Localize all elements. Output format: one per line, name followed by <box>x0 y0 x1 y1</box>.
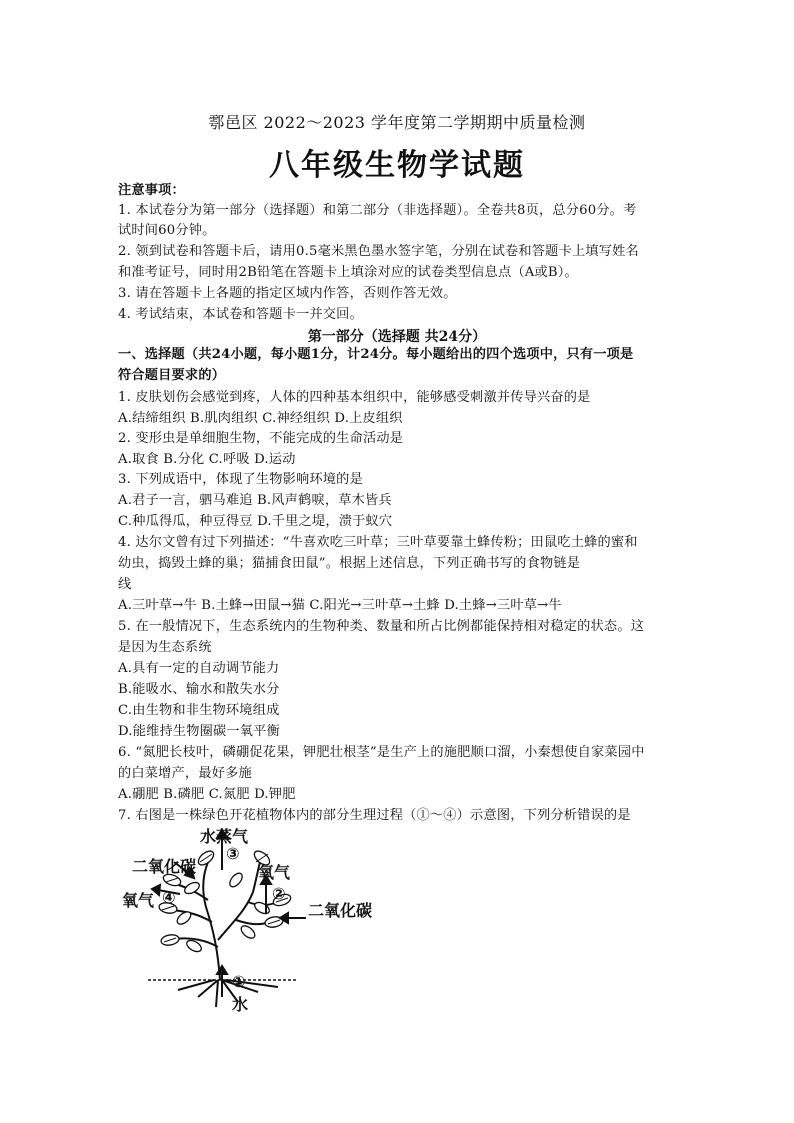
question-line: 6. “氮肥长枝叶，磷硼促花果，钾肥壮根茎”是生产上的施肥顺口溜，小秦想使自家菜园中 <box>118 745 645 760</box>
question-option: C.由生物和非生物环境组成 <box>118 703 280 718</box>
question-line: 3. 下列成语中，体现了生物影响环境的是 <box>118 472 363 487</box>
question-option: A.具有一定的自动调节能力 <box>118 661 280 676</box>
part1-instruction: 符合题目要求的） <box>118 368 226 383</box>
notes-line: 和准考证号，同时用2B铅笔在答题卡上填涂对应的试卷类型信息点（A或B）。 <box>118 265 578 280</box>
label-co2-left: 二氧化碳 <box>132 857 197 876</box>
question-option: D.能维持生物圈碳一氧平衡 <box>118 724 280 739</box>
part1-instruction: 一、选择题（共24小题，每小题1分，计24分。每小题给出的四个选项中，只有一项是 <box>118 347 634 362</box>
part1-heading: 第一部分（选择题 共24分） <box>307 329 487 345</box>
question-option: A.结缔组织 B.肌肉组织 C.神经组织 D.上皮组织 <box>118 411 403 426</box>
notes-line: 3. 请在答题卡上各题的指定区域内作答，否则作答无效。 <box>118 286 457 301</box>
notes-line: 1. 本试卷分为第一部分（选择题）和第二部分（非选择题）。全卷共8页，总分60分。考 <box>118 203 637 218</box>
plant-illustration <box>118 822 388 1022</box>
plant-diagram <box>118 822 388 1022</box>
notes-line: 2. 领到试卷和答题卡后，请用0.5毫米黑色墨水签字笔，分别在试卷和答题卡上填写姓名 <box>118 244 639 259</box>
question-option: A.硼肥 B.磷肥 C.氮肥 D.钾肥 <box>118 787 296 802</box>
label-circled-2: ② <box>272 884 286 903</box>
label-water-vapor: 水蒸气 <box>200 827 249 846</box>
question-line: 5. 在一般情况下，生态系统内的生物种类、数量和所占比例都能保持相对稳定的状态。这 <box>118 619 645 634</box>
exam-subtitle: 鄠邑区 2022～2023 学年度第二学期期中质量检测 <box>208 113 586 132</box>
label-o2-right: 氧气 <box>258 863 291 882</box>
question-option: A.三叶草→牛 B.土蜂→田鼠→猫 C.阳光→三叶草→土蜂 D.土蜂→三叶草→牛 <box>118 598 562 613</box>
question-option: C.种瓜得瓜，种豆得豆 D.千里之堤，溃于蚁穴 <box>118 514 393 529</box>
notes-heading: 注意事项： <box>118 183 185 198</box>
label-circled-3: ③ <box>226 844 240 863</box>
label-o2-left: 氧气 <box>122 891 155 910</box>
question-line: 7. 右图是一株绿色开花植物体内的部分生理过程（①～④）示意图，下列分析错误的是 <box>118 808 631 823</box>
label-circled-1: ① <box>232 972 246 991</box>
label-co2-right: 二氧化碳 <box>308 901 373 920</box>
question-line: 的白菜增产，最好多施 <box>118 766 252 781</box>
question-line: 1. 皮肤划伤会感觉到疼，人体的四种基本组织中，能够感受刺激并传导兴奋的是 <box>118 390 591 405</box>
label-circled-4: ④ <box>162 888 176 907</box>
question-option: A.取食 B.分化 C.呼吸 D.运动 <box>118 452 296 467</box>
exam-title: 八年级生物学试题 <box>269 148 525 183</box>
notes-line: 4. 考试结束，本试卷和答题卡一并交回。 <box>118 307 363 322</box>
question-line: 线 <box>118 577 132 592</box>
question-line: 4. 达尔文曾有过下列描述：“牛喜欢吃三叶草；三叶草要靠土蜂传粉；田鼠吃土蜂的蜜和 <box>118 535 638 550</box>
question-line: 幼虫，捣毁土蜂的巢；猫捕食田鼠”。根据上述信息，下列正确书写的食物链是 <box>118 556 581 571</box>
question-option: B.能吸水、输水和散失水分 <box>118 682 280 697</box>
question-option: A.君子一言，驷马难追 B.风声鹤唳，草木皆兵 <box>118 493 392 508</box>
notes-line: 试时间60分钟。 <box>118 223 216 238</box>
label-water: 水 <box>232 995 249 1014</box>
question-line: 是因为生态系统 <box>118 640 212 655</box>
question-line: 2. 变形虫是单细胞生物，不能完成的生命活动是 <box>118 431 404 446</box>
